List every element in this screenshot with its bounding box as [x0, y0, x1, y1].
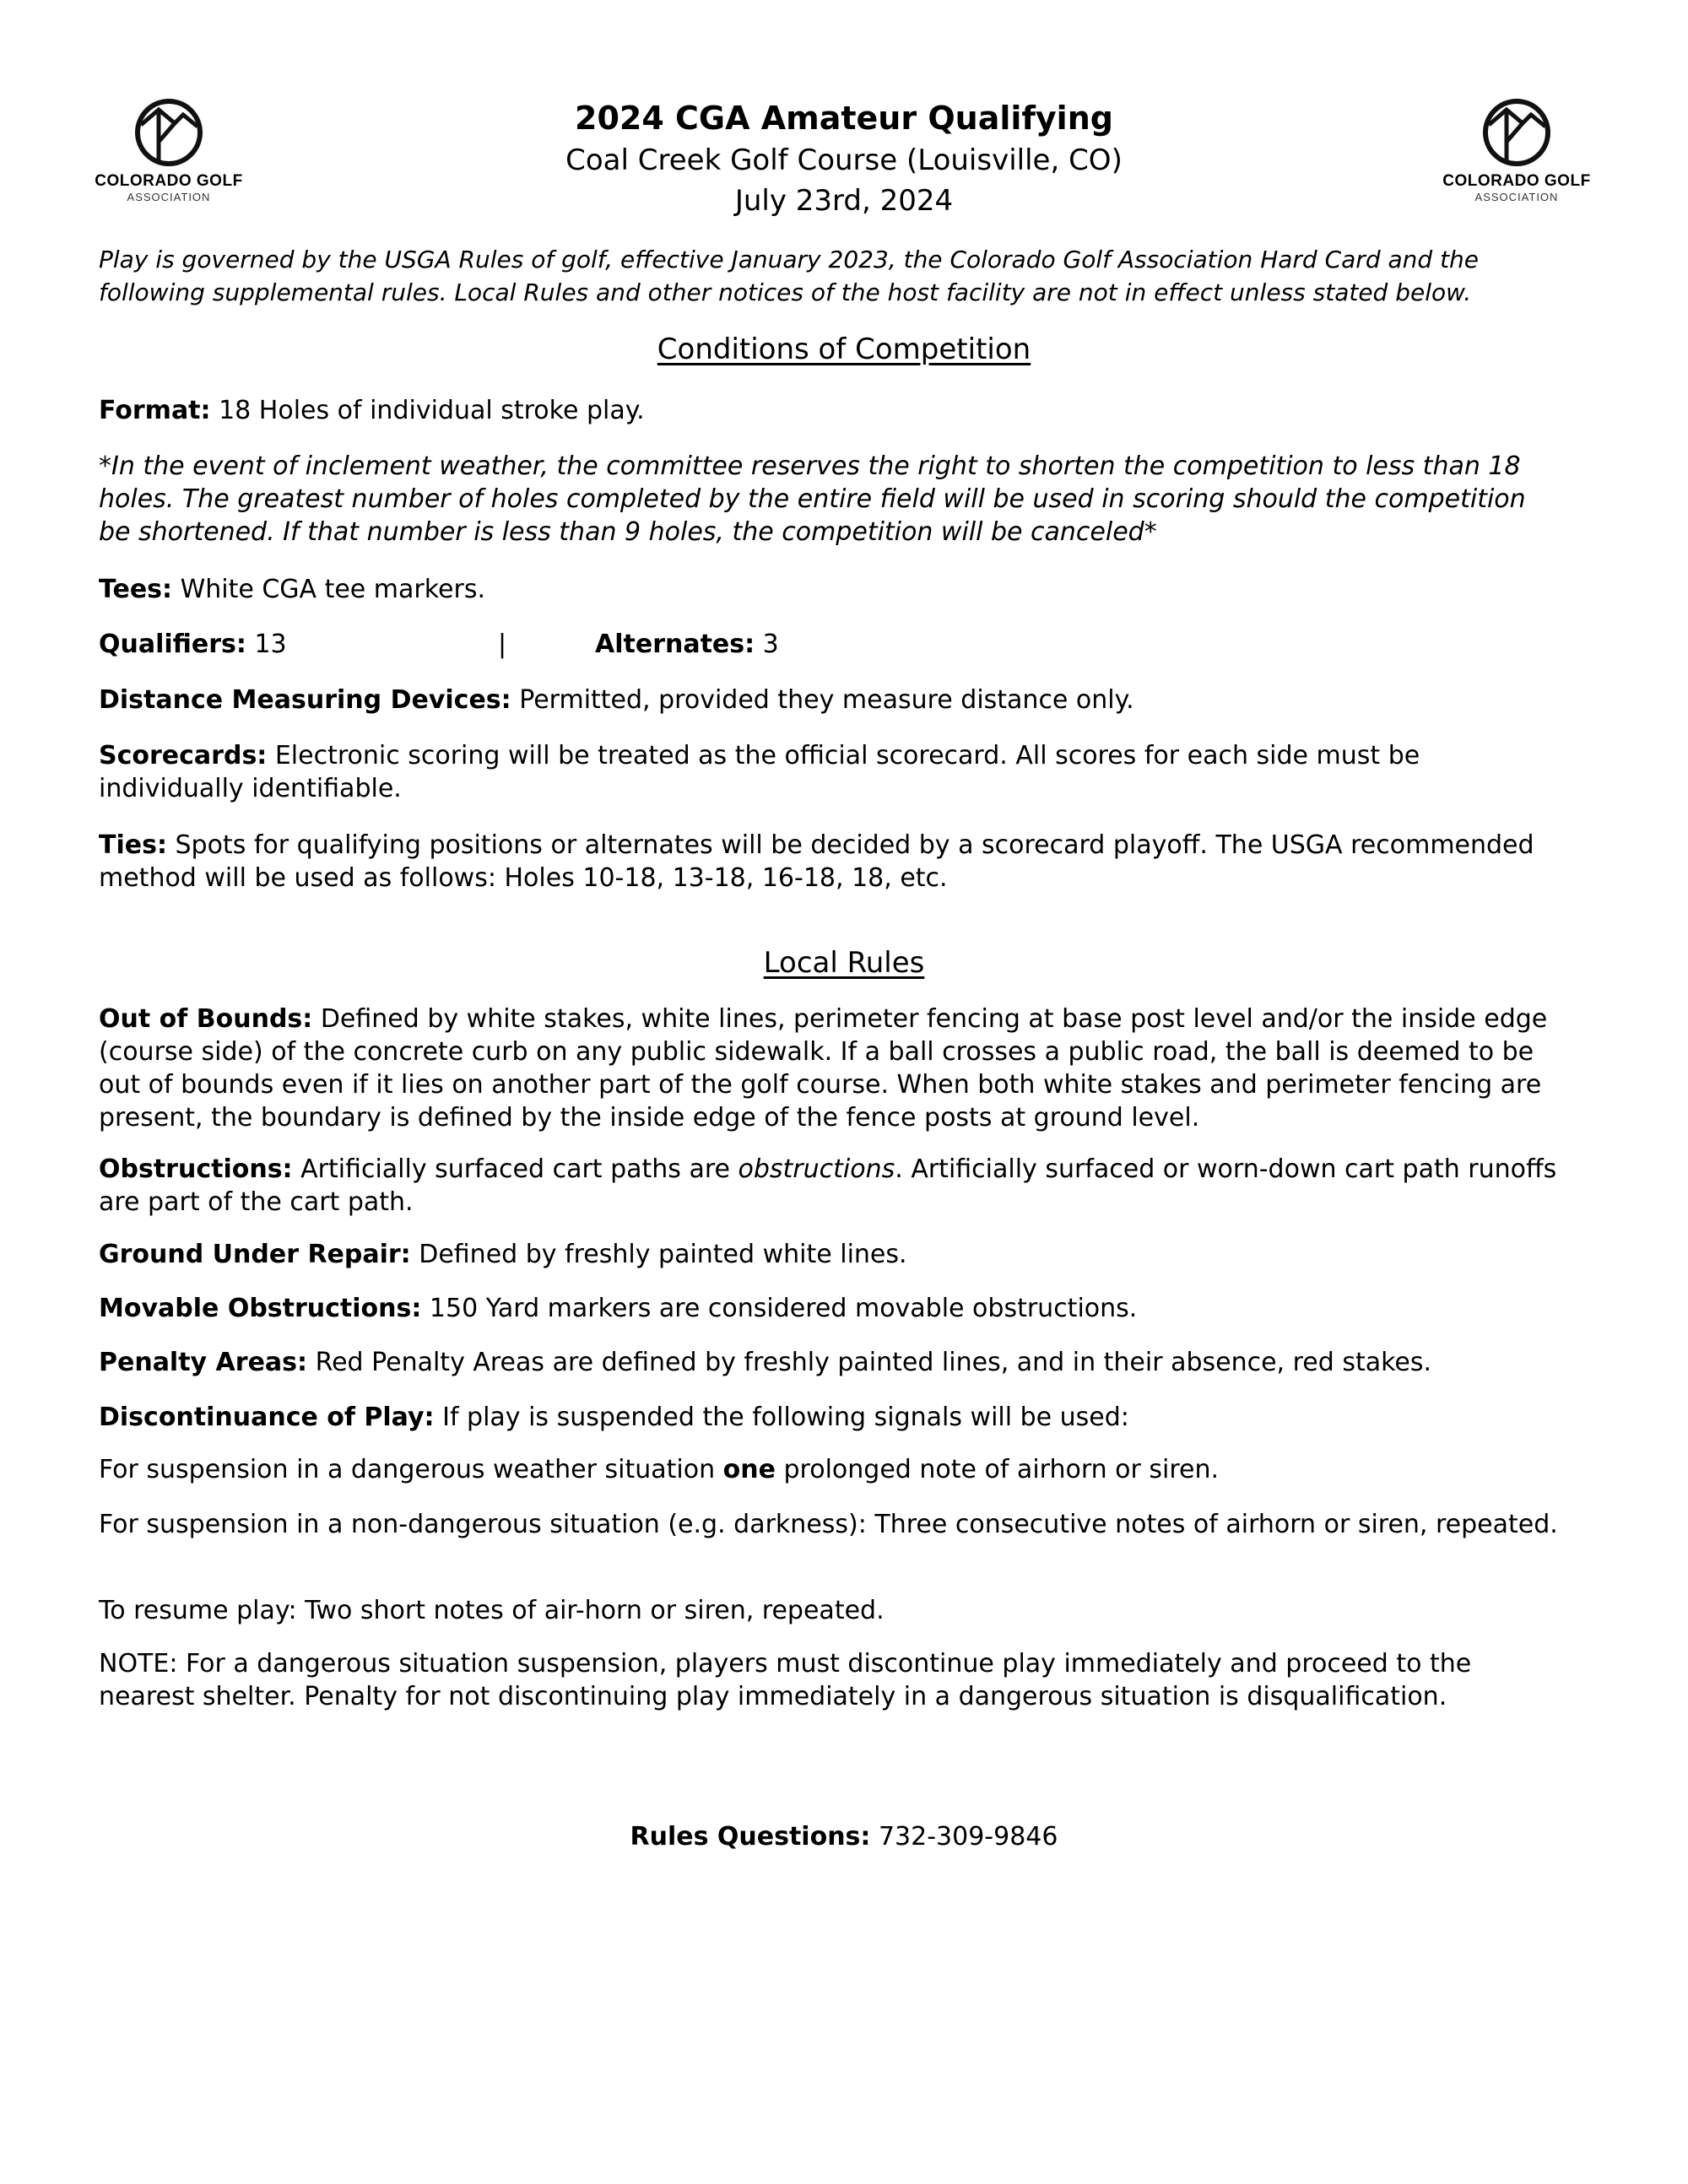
text: . Artificially surfaced or worn-down cart path runoffs are part of the cart path.	[99, 1154, 1557, 1217]
text: If play is suspended the following signals will be used:	[434, 1403, 1129, 1432]
text: Artificially surfaced cart paths are	[292, 1154, 738, 1184]
text: 150 Yard markers are considered movable obstructions.	[421, 1294, 1138, 1323]
obstructions-item	[99, 1153, 1563, 1219]
logo-subtext: ASSOCIATION	[1474, 191, 1559, 203]
label: Penalty Areas:	[99, 1348, 308, 1377]
label: Discontinuance of Play:	[99, 1403, 435, 1432]
text: Defined by freshly painted white lines.	[410, 1240, 907, 1269]
text: Electronic scoring will be treated as the official scorecard. All scores for each side must be individually identifiable.	[99, 741, 1420, 803]
event-date: July 23rd, 2024	[734, 184, 954, 218]
weather-note: *In the event of inclement weather, the committee reserves the right to shorten the competition to less than 18 holes. The greatest number of holes completed by the entire field will be used in scoring should the competition be shortened. If that number is less than 9 holes, the competition will be canceled*	[99, 451, 1526, 547]
phone-number: 732-309-9846	[870, 1822, 1058, 1852]
label: Tees:	[99, 575, 173, 604]
local-rules-heading: Local Rules	[763, 946, 925, 980]
rules-questions	[0, 1822, 1688, 1852]
movable-item	[99, 1292, 1563, 1325]
value: 13	[246, 630, 287, 659]
label: Scorecards:	[99, 741, 268, 770]
label: Distance Measuring Devices:	[99, 685, 511, 715]
resume-play: To resume play: Two short notes of air-horn or siren, repeated.	[99, 1596, 885, 1625]
logo-text: COLORADO GOLF	[95, 172, 243, 190]
text: 18 Holes of individual stroke play.	[210, 396, 645, 425]
suspension-non-dangerous: For suspension in a non-dangerous situation (e.g. darkness): Three consecutive notes of airhorn or siren, repeated.	[99, 1510, 1558, 1539]
emphasis: one	[722, 1455, 776, 1484]
page-title: 2024 CGA Amateur Qualifying	[575, 100, 1113, 137]
text: Spots for qualifying positions or alternates will be decided by a scorecard playoff. The USGA recommended method will be used as follows: Holes 10-18, 13-18, 16-18, 18, etc.	[99, 830, 1534, 893]
oob-item	[99, 1003, 1563, 1134]
label: Format:	[99, 396, 211, 425]
text: prolonged note of airhorn or siren.	[775, 1455, 1220, 1484]
penalty-item	[99, 1346, 1563, 1379]
value: 3	[755, 630, 779, 659]
suspension-dangerous	[99, 1453, 1563, 1486]
label: Ground Under Repair:	[99, 1240, 411, 1269]
gur-item	[99, 1238, 1563, 1271]
tees-item	[99, 573, 1563, 606]
text: Red Penalty Areas are defined by freshly painted lines, and in their absence, red stakes.	[307, 1348, 1432, 1377]
ties-item	[99, 829, 1563, 895]
label: Obstructions:	[99, 1154, 293, 1184]
label: Movable Obstructions:	[99, 1294, 422, 1323]
intro-text: Play is governed by the USGA Rules of golf, effective January 2023, the Colorado Golf Association Hard Card and the following supplemental rules. Local Rules and other notices of the host facility are not in effect unless stated below.	[99, 246, 1480, 306]
label: Alternates:	[595, 630, 755, 659]
text: For suspension in a dangerous weather situation	[99, 1455, 723, 1484]
label: Qualifiers:	[99, 630, 246, 659]
label: Rules Questions:	[630, 1822, 871, 1852]
conditions-heading: Conditions of Competition	[657, 332, 1031, 366]
alternates-item	[595, 628, 1101, 661]
label: Out of Bounds:	[99, 1004, 313, 1034]
italic-term: obstructions	[738, 1154, 895, 1184]
separator: |	[498, 630, 507, 659]
logo-subtext: ASSOCIATION	[127, 191, 211, 203]
text: Defined by white stakes, white lines, perimeter fencing at base post level and/or the inside edge (course side) of the concrete curb on any public sidewalk. If a ball crosses a public road, the ball is deemed to be out of bounds even if it lies on another part of the golf course. When both white stakes and perimeter fencing are present, the boundary is defined by the inside edge of the fence posts at ground level.	[99, 1004, 1548, 1133]
format-item	[99, 394, 1563, 427]
course-name: Coal Creek Golf Course (Louisville, CO)	[565, 143, 1123, 177]
label: Ties:	[99, 830, 167, 860]
text: White CGA tee markers.	[172, 575, 486, 604]
discontinuance-item	[99, 1401, 1563, 1434]
scorecards-item	[99, 739, 1563, 805]
dmd-item	[99, 684, 1563, 716]
logo-text: COLORADO GOLF	[1442, 172, 1591, 190]
text: Permitted, provided they measure distance only.	[511, 685, 1134, 715]
note: NOTE: For a dangerous situation suspension, players must discontinue play immediately and proceed to the nearest shelter. Penalty for not discontinuing play immediately in a dangerous situation is disqualification.	[99, 1649, 1472, 1711]
